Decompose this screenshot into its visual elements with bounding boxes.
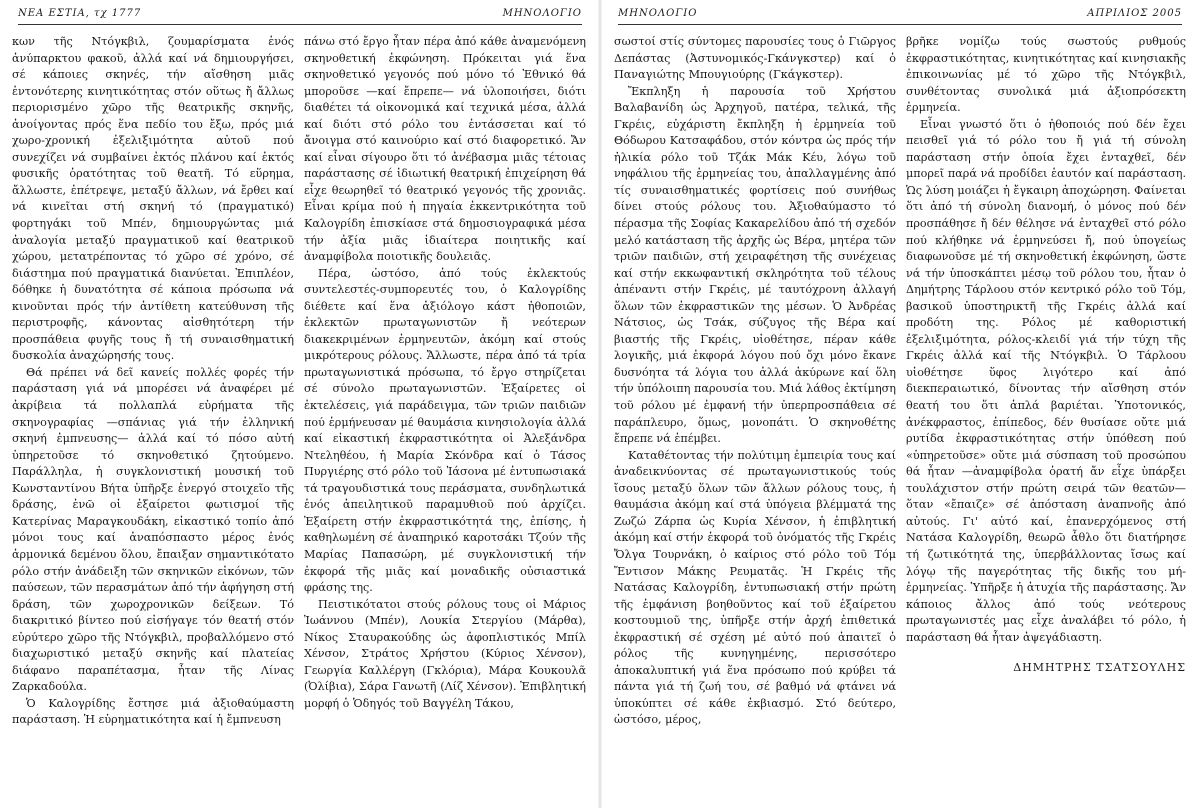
page-header [18,8,582,22]
text-column-3 [614,34,896,729]
text-column-2 [304,34,586,712]
page-header [618,8,1182,22]
paragraph: Ὁ Καλογρίδης ἔστησε μιά ἀξιοθαύμαστη παράσταση. Ἡ εὑρηματικότητα καί ἡ ἔμπνευση [12,696,294,727]
paragraph: Πέρα, ὡστόσο, ἀπό τούς ἐκλεκτούς συντελεστές-συμπορευτές του, ὁ Καλογρίδης διέθετε καί ἕνα ἀξιόλογο κάστ ἠθοποιῶν, ἐκλεκτῶν πρωταγωνιστῶν ἤ νεότερων διακεκριμένων ἑρμηνευτῶν, ἀκόμη καί στούς μικρότερους ρόλους. Ἄλλωστε, πέρα ἀπό τά τρία πρωταγωνιστικά πρόσωπα, τό ἔργο στηρίζεται σέ σύνολο πρωταγωνιστῶν. Ἐξαίρετες οἱ ἐκτελέσεις, γιά παράδειγμα, τῶν τριῶν παιδιῶν πού ἑρμήνευσαν μέ θαυμάσια κινησιολογία ἀλλά καί εἰκαστική ἐκφραστικότητα οἱ Ἀλεξάνδρα Ντεληθέου, ἡ Μαρία Σκόνδρα καί ὁ Τάσος Πυργιέρης στό ρόλο τοῦ Ἰάσονα μέ ἐντυπωσιακά τά τραγουδιστικά τους περάσματα, συνδηλωτικά ἑνός ἀπειλητικοῦ παραμυθιοῦ πού ἀρχίζει. Ἐξαίρετη στήν ἐκφραστικότητά της, ἐπίσης, ἡ καθηλωμένη σέ ἀναπηρικό καροτσάκι Τζούν τῆς Μαρίας Παπασώρη, μέ συγκλονιστική τήν ἐκφορά τῆς μιᾶς καί μοναδικῆς οὐσιαστικά φράσης της. [304,266,586,595]
paragraph: κων τῆς Ντόγκβιλ, ζουμαρίσματα ἑνός ἀνύπαρκτου φακοῦ, ἀλλά καί νά δημιουργήσει, σέ κάποιες σκηνές, τήν αἴσθηση μιᾶς ἐντονότερης κινητικότητας στόν οὕτως ἤ ἄλλως περιορισμένο χῶρο τῆς θεατρικῆς σκηνῆς, ἀνοίγοντας πρός ἕνα πεδίο του ἔξω, πρός μιά χωρο-χρονική ἐξελιξιμότητα αὐτοῦ πού συνεχίζει νά συμβαίνει ἐκτός πλάνου καί ἐκτός φυσικῆς ὁρατότητας τοῦ θεατῆ. Τό εὕρημα, ἄλλωστε, ἐπέτρεψε, μεταξύ ἄλλων, νά ἔρθει καί νά κινεῖται στή σκηνή τό (πραγματικό) φορτηγάκι τοῦ Μπέν, δημιουργώντας μιά ἀναλογία μεταξύ πραγματικοῦ καί θεατρικοῦ χώρου, μετατρέποντας τό χῶρο σέ χρόνο, σέ διάστημα πού πραγματικά διανύεται. Ἐπιπλέον, δόθηκε ἡ δυνατότητα σέ κάποια πρόσωπα νά κινοῦνται πρός τήν ἀντίθετη κατεύθυνση τῆς περιστροφῆς, κάνοντας αἰσθητότερη τήν προσπάθεια φυγῆς τους ἤ τή συναισθηματική δυσκολία ἀναχώρησής τους. [12,35,294,363]
paragraph: πάνω στό ἔργο ἦταν πέρα ἀπό κάθε ἀναμενόμενη σκηνοθετική ἐκφώνηση. Πρόκειται γιά ἕνα σκηνοθετικό γεγονός πού μόνο τό Ἐθνικό θά μποροῦσε —καί ἔπρεπε— νά ὑλοποιήσει, διότι διαθέτει τά οἰκονομικά καί τεχνικά μέσα, ἀλλά καί διότι στό ρόλο του ἐντάσσεται καί τό ἄνοιγμα στό καινούριο καί στό διαφορετικό. Ἄν καί εἶναι σίγουρο ὅτι τό ἀνέβασμα μιᾶς τέτοιας παράστασης σέ ἰδιωτική θεατρική ἐπιχείρηση θά εἶχε θεωρηθεῖ τό θεατρικό γεγονός τῆς χρονιᾶς. Εἶναι κρίμα πού ἡ πηγαία ἐκκεντρικότητα τοῦ Καλογρίδη ἐπισκίασε στά δημοσιογραφικά μέσα τήν ἀξία μιᾶς ἰδιαίτερα ποιητικῆς καί ἀναμφίβολα ποιοτικῆς δουλειᾶς. [304,35,586,264]
author-signature: ΔΗΜΗΤΡΗΣ ΤΣΑΤΣΟΥΛΗΣ [1013,661,1186,675]
right-page [600,0,1200,808]
paragraph: σωστοί στίς σύντομες παρουσίες τους ὁ Γιῶργος Δεπάστας (Ἀστυνομικός-Γκάνγκστερ) καί ὁ Παναγιώτης Μπουγιούρης (Γκάγκστερ). [614,35,896,82]
section-title: ΜΗΝΟΛΟΓΙΟ [618,8,698,19]
paragraph: βρῆκε νομίζω τούς σωστούς ρυθμούς ἐκφραστικότητας, κινητικότητας καί κινησιακῆς ἐπικοινωνίας μέ τό χῶρο τῆς Ντόγκβιλ, συνθέτοντας συνολικά μιά ἀξιοπρόσεκτη ἑρμηνεία. [906,35,1186,115]
header-rule [18,24,582,25]
text-column-4 [906,34,1186,677]
section-title: ΜΗΝΟΛΟΓΙΟ [502,8,582,19]
issue-date: ΑΠΡΙΛΙΟΣ 2005 [1087,8,1182,19]
journal-issue: ΝΕΑ ΕΣΤΙΑ, τχ 1777 [18,8,142,19]
text-column-1 [12,34,294,729]
paragraph: Εἶναι γνωστό ὅτι ὁ ἠθοποιός πού δέν ἔχει πεισθεῖ γιά τό ρόλο του ἤ γιά τή σύνολη παράσταση στήν ὁποία ἔχει ἐνταχθεῖ, δέν μπορεῖ παρά νά προδίδει ἑαυτόν καί παράσταση. Ὡς λύση μοιάζει ἡ ἔγκαιρη ἀποχώρηση. Φαίνεται ὅτι ἀπό τή σύνολη διανομή, ὁ μόνος πού δέν προσπάθησε ἤ δέν θέλησε νά ἐνταχθεῖ στό ρόλο πού κλήθηκε νά ἑρμηνεύσει ἤ, πού ὑπογείως διαφωνοῦσε μέ τή σκηνοθετική ἐκφώνηση, ὥστε νά τήν ὑποσκάπτει μέσῳ τοῦ ρόλου του, ἦταν ὁ Δημήτρης Τάρλοου στόν κεντρικό ρόλο τοῦ Τόμ, βασικοῦ ὑποστηρικτῆ τῆς Γκρέις ἀλλά καί προδότη της. Ρόλος μέ καθοριστική ἐξελιξιμότητα, ρόλος-κλειδί γιά τήν τύχη τῆς Γκρέις ἀλλά καί τῆς Ντόγκβιλ. Ὁ Τάρλοου υἱοθέτησε ὕφος λιγότερο καί ἀπό διεκπεραιωτικό, δίνοντας τήν αἴσθηση στόν θεατή του ὅτι ἁπλά βαριέται. Ὑποτονικός, ἀνέκφραστος, ἐπίπεδος, δέν θυσίασε οὔτε μιά ρυτίδα ἐκφραστικότητας στήν ὑπόθεση πού «ὑπηρετοῦσε» οὔτε μιά σύσπαση τοῦ προσώπου θά ἦταν —ἀναμφίβολα ὁρατή ἄν εἶχε ὑπάρξει τουλάχιστον στήν πρώτη σειρά τῶν θεατῶν— ὅταν «ἔπαιζε» σέ ἀπόσταση ἀναπνοῆς ἀπό αὐτούς. Γι' αὐτό καί, ἐπανερχόμενος στή Νατάσα Καλογρίδη, θεωρῶ ἆθλο ὅτι διατήρησε τή ζωτικότητά της, ὑπερβάλλοντας ἴσως καί λόγῳ τῆς παγερότητας τῆς δικῆς του μή-ἑρμηνείας. Ὑπῆρξε ἡ ἀτυχία τῆς παράστασης. Ἄν κάποιος ἄλλος ἀπό τούς νεότερους πρωταγωνιστές μας εἶχε ἀναλάβει τό ρόλο, ἡ παράσταση θά ἦταν ἀψεγάδιαστη. [906,117,1186,644]
paragraph: Ἔκπληξη ἡ παρουσία τοῦ Χρήστου Βαλαβανίδη ὡς Ἀρχηγοῦ, πατέρα, τελικά, τῆς Γκρέις, εὐχάριστη ἔκπληξη ἡ ἑρμηνεία τοῦ Θόδωρου Κατσαφάδου, στόν κόντρα ὡς πρός τήν ἡλικία ρόλο τοῦ Τζάκ Μάκ Κέυ, λόγω τοῦ νηφάλιου τῆς ἑρμηνείας του, ἀπαλλαγμένης ἀπό τίς συναισθηματικές φορτίσεις πού συνήθως δίνει στούς ρόλους του. Ἀξιοθαύμαστο τό πέρασμα τῆς Σοφίας Κακαρελίδου ἀπό τή σχεδόν μελό κατάσταση τῆς ἀρχῆς ὡς Βέρα, μητέρα τῶν τριῶν παιδιῶν, στή χειραφέτηση τῆς συνέχειας καί στήν εκκωφαντική σκληρότητα τοῦ τέλους ἀπέναντι στήν Γκρέις, μέ ταυτόχρονη ἀλλαγή ὅλων τῶν ἐκφραστικῶν της μέσων. Ὁ Ἀνδρέας Νάτσιος, ὡς Τσάκ, σύζυγος τῆς Βέρα καί βιαστής τῆς Γκρέις, υἱοθέτησε, πέραν κάθε λογικῆς, μιά ἐκφορά λόγου πού ὄχι μόνο ἔκανε δυσνόητα τά λόγια του ἀλλά ἀκύρωνε καί ὅλη τήν ὑπόλοιπη παρουσία του. Μιά λάθος ἐκτίμηση τοῦ ρόλου μέ ἐμφανή τήν ὑπερπροσπάθεια σέ παράπλευρο, ὅμως, μονοπάτι. Ὁ σκηνοθέτης ἔπρεπε νά ἐπέμβει. [614,84,896,446]
paragraph: Θά πρέπει νά δεῖ κανείς πολλές φορές τήν παράσταση γιά νά μπορέσει νά ἀναφέρει μέ ἀκρίβεια τά πολλαπλά εὑρήματα τῆς σκηνογραφίας —σπάνιας γιά τήν ἑλληνική σκηνή ἐμπνευσης— ἀλλά καί τό πόσο αὐτή ὑπηρετοῦσε τό σκηνοθετικό ζητούμενο. Παράλληλα, ἡ συγκλονιστική μουσική τοῦ Κωνσταντίνου Βήτα ὑπῆρξε ἐνεργό στοιχεῖο τῆς δράσης, ἐνῶ οἱ ἐξαίρετοι φωτισμοί τῆς Κατερίνας Μαραγκουδάκη, εἰκαστικό τοπίο ἀπό μόνοι τους καί ἀναπόσπαστο μέρος ἑνός ἁρμονικά δεμένου ὅλου, ἔπαιξαν σημαντικότατο ρόλο στήν ἀνάδειξη τῶν σκηνικῶν εἰκόνων, τῶν παύσεων, τῶν περασμάτων ἀπό τήν ἀφήγηση στή δράση, τῶν χωροχρονικῶν δείξεων. Τό διακριτικό βίντεο πού εἰσήγαγε τόν θεατή στόν εὐρύτερο χῶρο τῆς Ντόγκβιλ, προβαλλόμενο στό διαχωριστικό μεταξύ σκηνῆς καί πλατείας διάφανο παραπέτασμα, ἦταν τῆς Λίνας Ζαρκαδούλα. [12,365,294,694]
paragraph: Καταθέτοντας τήν πολύτιμη ἐμπειρία τους καί ἀναδεικνύοντας σέ πρωταγωνιστικούς τούς ἴσους μεταξύ ὅλων τῶν ἄλλων ρόλους τους, ἡ θαυμάσια ἀκόμη καί στά ὑπόγεια βλέμματά της Ζωζώ Ζάρπα ὡς Κυρία Χένσον, ἡ ἐπιβλητική ἀκόμη καί στήν ἐκφορά τοῦ ὀνόματός τῆς Γκρέις Ὄλγα Τουρνάκη, ὁ καίριος στό ρόλο τοῦ Τόμ Ἔντισον Μάκης Ρευματᾶς. Ἡ Γκρέις τῆς Νατάσας Καλογρίδη, ἐντυπωσιακή στήν πρώτη τῆς ἐμφάνιση βοηθοῦντος καί τοῦ ἐξαίρετου κοστουμιοῦ της, ὑπῆρξε στήν ἀρχή ἐπιθετικά ἐκφραστική σέ σχέση μέ αὐτό πού ἀπαιτεῖ ὁ ρόλος τῆς κυνηγημένης, περισσότερο ἀποκαλυπτική γιά ἕνα πρόσωπο πού κρύβει τά πάντα γιά τή ζωή του, σέ βαθμό νά φτάνει νά ὑποκύπτει σέ κάθε ἐκβιασμό. Στό δεύτερο, ὡστόσο, μέρος, [614,448,896,727]
header-rule [618,24,1182,25]
paragraph: Πειστικότατοι στούς ρόλους τους οἱ Μάριος Ἰωάννου (Μπέν), Λουκία Στεργίου (Μάρθα), Νίκος Σταυρακούδης ὡς ἀφοπλιστικός Μπίλ Χένσον, Στράτος Χρήστου (Κύριος Χένσον), Γεωργία Καλλέργη (Γκλόρια), Μάρα Κουκουλᾶ (Ὀλίβια), Σάρα Γανωτῆ (Λίζ Χένσον). Ἐπιβλητική μορφή ὁ Ὁδηγός τοῦ Βαγγέλη Τάκου, [304,597,586,710]
